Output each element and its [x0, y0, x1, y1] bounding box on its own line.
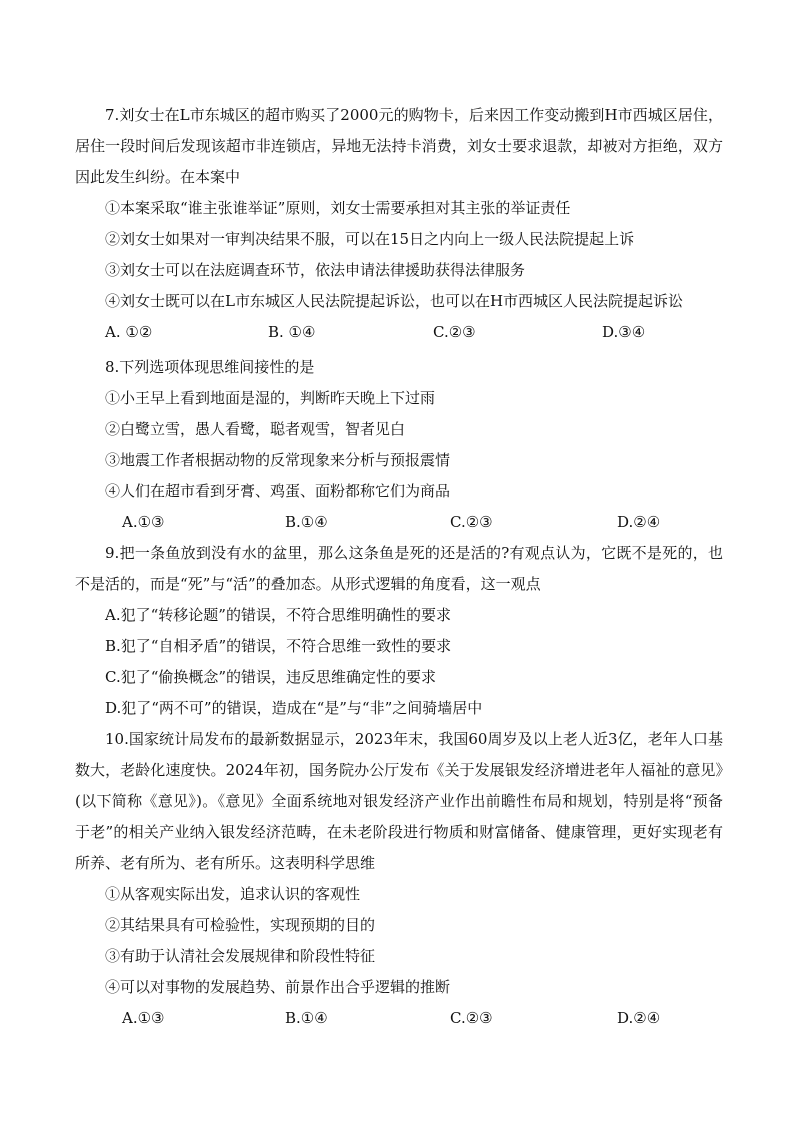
- question-7-stem: 7.刘女士在L市东城区的超市购买了2000元的购物卡，后来因工作变动搬到H市西城区居住，居住一段时间后发现该超市非连锁店，异地无法持卡消费，刘女士要求退款，却被对方拒绝，双方因此发生纠纷。在本案中: [75, 106, 723, 186]
- question-9-option-a[interactable]: A.犯了“转移论题”的错误，不符合思维明确性的要求: [105, 606, 451, 624]
- question-8-option-d[interactable]: D.②④: [617, 513, 661, 531]
- question-8-item-4: ④人们在超市看到牙膏、鸡蛋、面粉都称它们为商品: [105, 482, 451, 500]
- question-10-options: [75, 1003, 723, 1034]
- question-7-option-d[interactable]: D.③④: [602, 323, 646, 341]
- question-10-option-a[interactable]: A.①③: [122, 1009, 165, 1027]
- question-10-option-d[interactable]: D.②④: [617, 1009, 661, 1027]
- question-10-item-2: ②其结果具有可检验性，实现预期的目的: [105, 916, 376, 934]
- question-8-options: [75, 507, 723, 538]
- question-7-item-3: ③刘女士可以在法庭调查环节，依法申请法律援助获得法律服务: [105, 261, 526, 279]
- question-9-stem: 9.把一条鱼放到没有水的盆里，那么这条鱼是死的还是活的?有观点认为，它既不是死的，也不是活的，而是“死”与“活”的叠加态。从形式逻辑的角度看，这一观点: [75, 544, 723, 593]
- question-10-stem: 10.国家统计局发布的最新数据显示，2023年末，我国60周岁及以上老人近3亿，老年人口基数大，老龄化速度快。2024年初，国务院办公厅发布《关于发展银发经济增进老年人福祉的意见》(以下简称《意见》)。《意见》全面系统地对银发经济产业作出前瞻性布局和规划，特别是将“预备于老”的相关产业纳入银发经济范畴，在未老阶段进行物质和财富储备、健康管理，更好实现老有所养、老有所为、老有所乐。这表明科学思维: [75, 730, 723, 872]
- question-10-item-1: ①从客观实际出发，追求认识的客观性: [105, 885, 361, 903]
- question-9-option-d[interactable]: D.犯了“两不可”的错误，造成在“是”与“非”之间骑墙居中: [105, 699, 483, 717]
- question-7-option-b[interactable]: B. ①④: [268, 323, 316, 341]
- question-10-item-3: ③有助于认清社会发展规律和阶段性特征: [105, 947, 376, 965]
- question-9-option-c[interactable]: C.犯了“偷换概念”的错误，违反思维确定性的要求: [105, 668, 437, 686]
- question-8-option-a[interactable]: A.①③: [122, 513, 165, 531]
- question-8-option-b[interactable]: B.①④: [285, 513, 328, 531]
- question-7-options: [75, 317, 723, 348]
- question-10-item-4: ④可以对事物的发展趋势、前景作出合乎逻辑的推断: [105, 978, 451, 996]
- question-8: [75, 352, 723, 538]
- question-10-option-c[interactable]: C.②③: [450, 1009, 493, 1027]
- question-10: [75, 724, 723, 1034]
- question-7-option-c[interactable]: C.②③: [433, 323, 476, 341]
- question-9: [75, 538, 723, 724]
- question-7-item-4: ④刘女士既可以在L市东城区人民法院提起诉讼，也可以在H市西城区人民法院提起诉讼: [105, 292, 684, 310]
- question-7-item-2: ②刘女士如果对一审判决结果不服，可以在15日之内向上一级人民法院提起上诉: [105, 230, 635, 248]
- question-7: [75, 100, 723, 348]
- question-7-option-a[interactable]: A. ①②: [105, 323, 153, 341]
- question-8-option-c[interactable]: C.②③: [450, 513, 493, 531]
- question-9-option-b[interactable]: B.犯了“自相矛盾”的错误，不符合思维一致性的要求: [105, 637, 452, 655]
- question-7-item-1: ①本案采取“谁主张谁举证”原则，刘女士需要承担对其主张的举证责任: [105, 199, 571, 217]
- question-8-item-1: ①小王早上看到地面是湿的，判断昨天晚上下过雨: [105, 389, 436, 407]
- question-10-option-b[interactable]: B.①④: [285, 1009, 328, 1027]
- question-8-item-2: ②白鹭立雪，愚人看鹭，聪者观雪，智者见白: [105, 420, 406, 438]
- question-8-stem: 8.下列选项体现思维间接性的是: [105, 358, 315, 376]
- question-8-item-3: ③地震工作者根据动物的反常现象来分析与预报震情: [105, 451, 451, 469]
